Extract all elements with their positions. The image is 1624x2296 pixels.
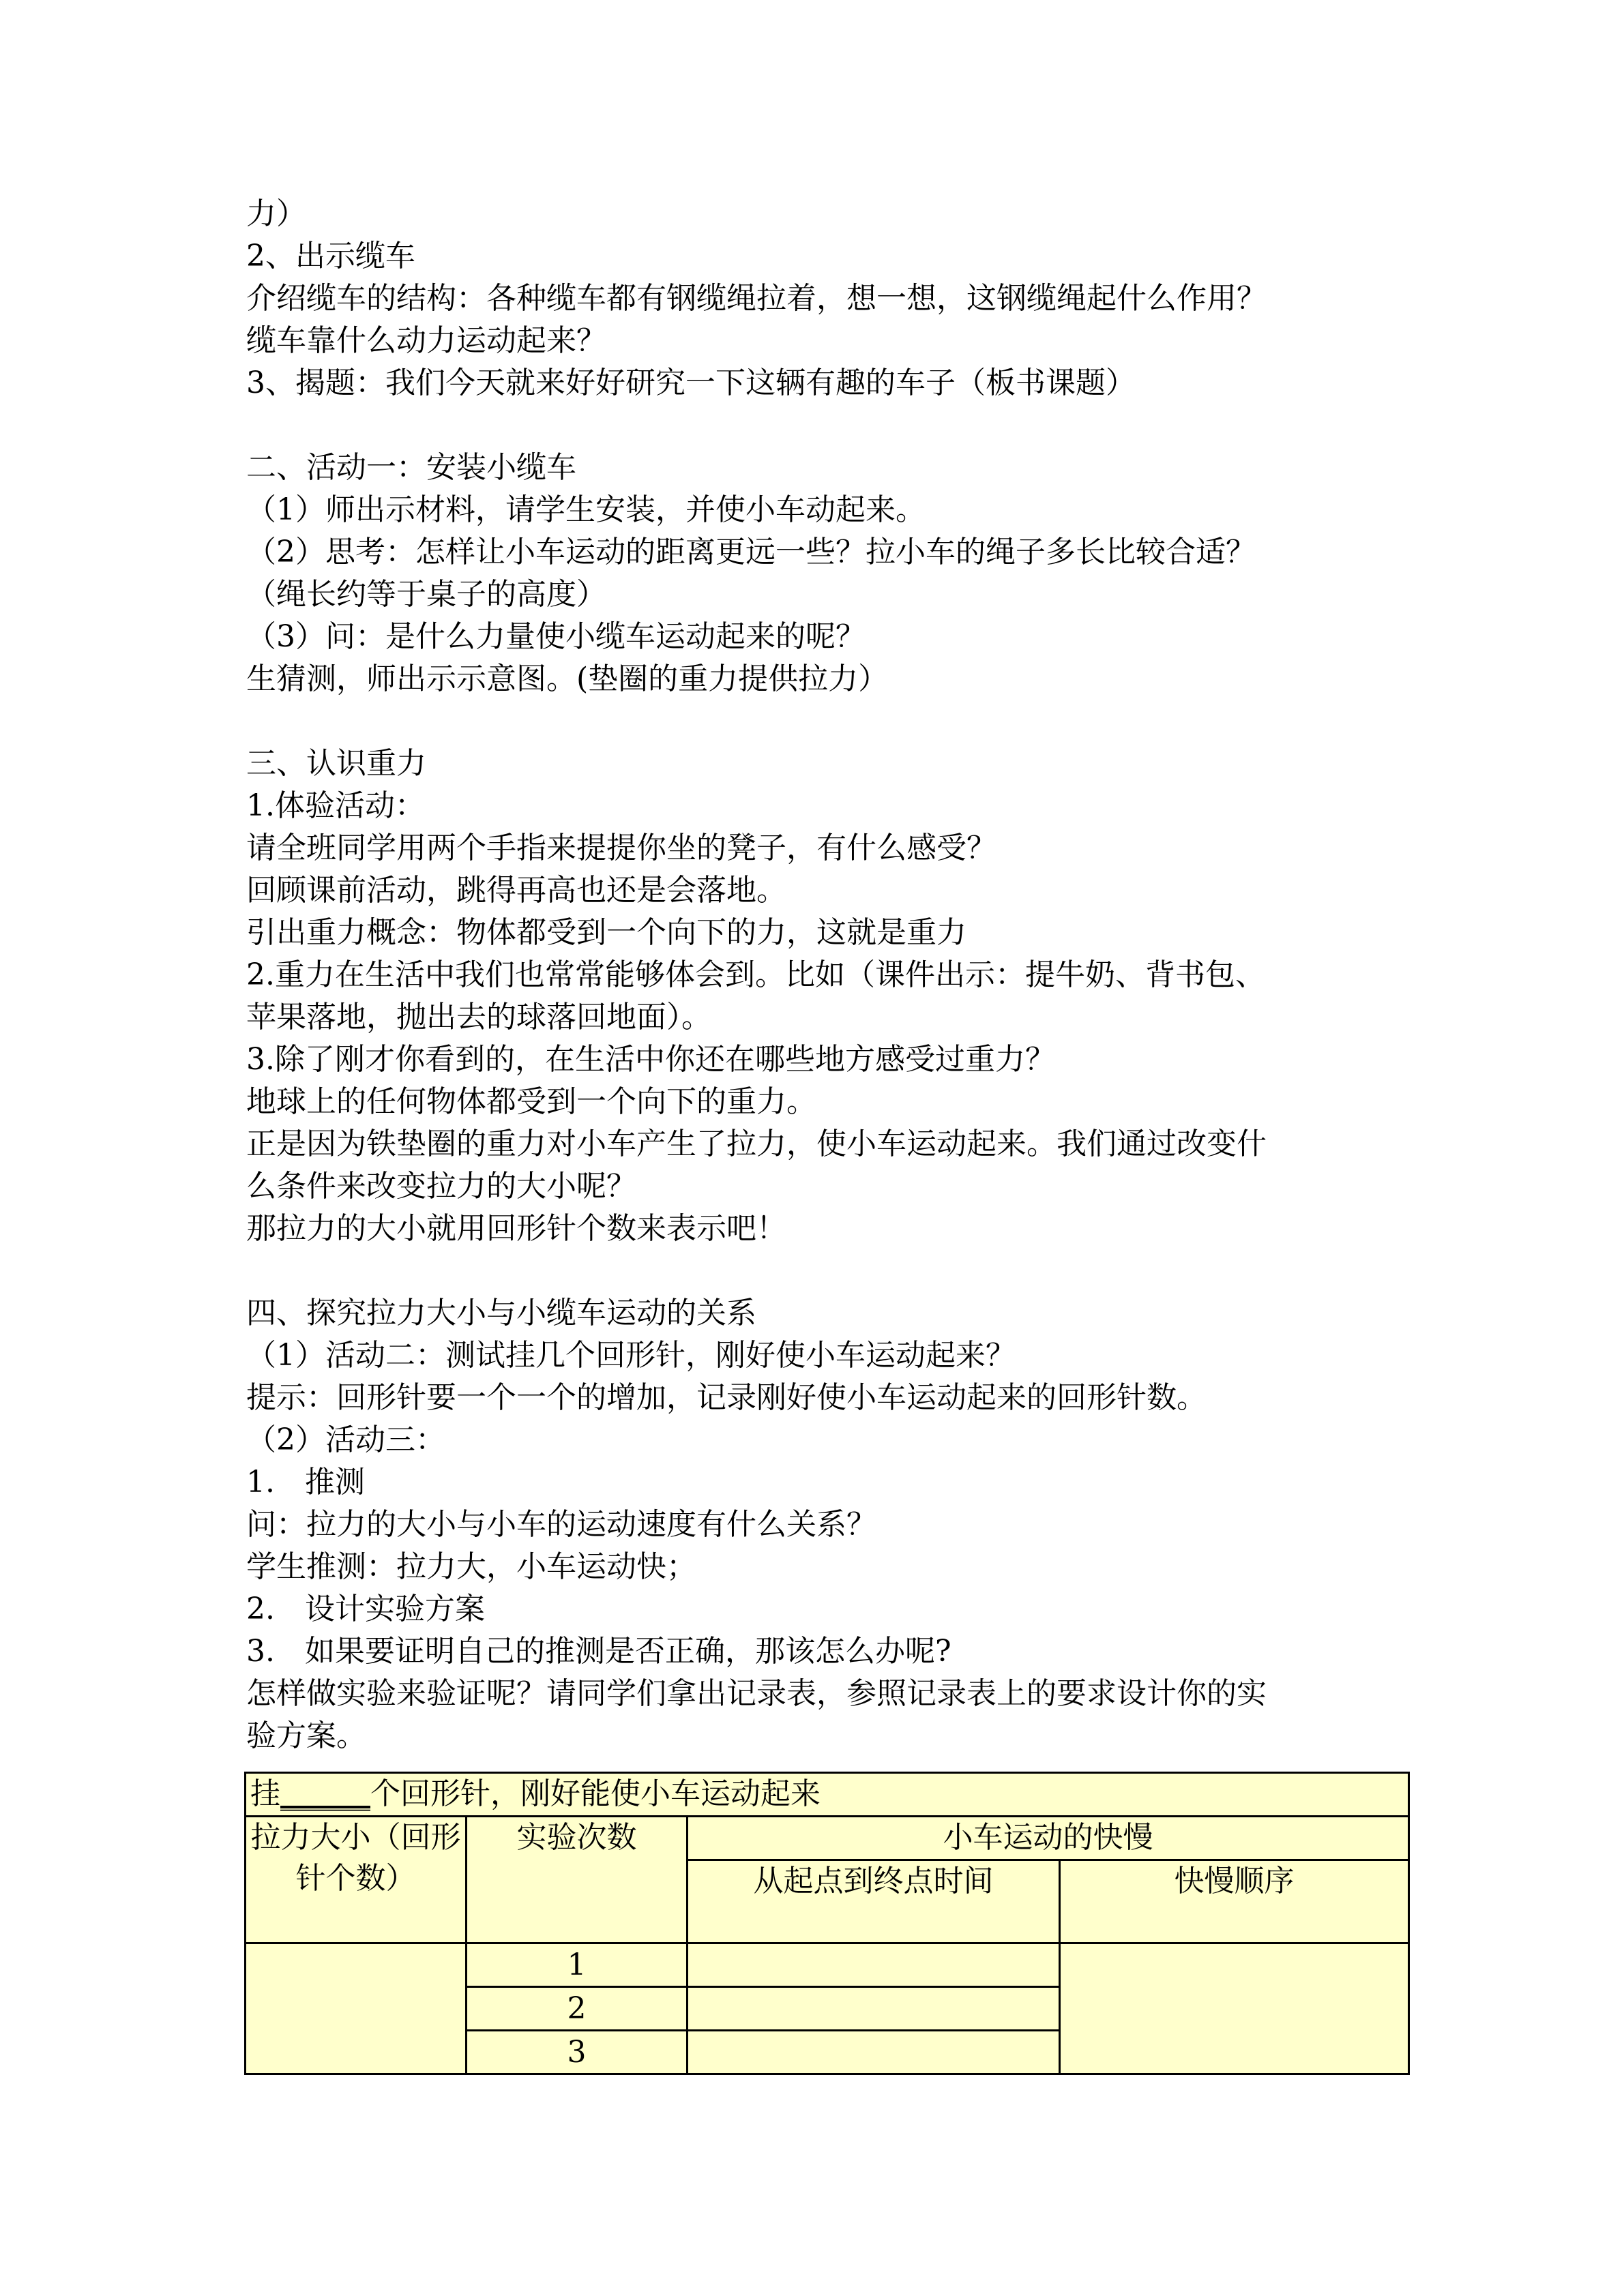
section-heading: 二、活动一：安装小缆车 — [246, 450, 576, 485]
text-line: 2.重力在生活中我们也常常能够体会到。比如（课件出示：提牛奶、背书包、 — [246, 957, 1265, 992]
header-order: 快慢顺序 — [1060, 1860, 1409, 1943]
record-table-title — [246, 1773, 1409, 1817]
paperclip-count-blank: ______ — [280, 1776, 370, 1811]
header-trial: 实验次数 — [467, 1817, 688, 1943]
text-line: （3）问：是什么力量使小缆车运动起来的呢？ — [246, 619, 866, 654]
lesson-plan-body — [246, 193, 1406, 1757]
trial-number: 3 — [467, 2031, 688, 2074]
blank-line — [246, 1250, 1406, 1292]
trial-number: 1 — [467, 1943, 688, 1987]
text-line: 2. 设计实验方案 — [246, 1592, 485, 1626]
trial-number: 2 — [467, 1987, 688, 2031]
text-line: 3、揭题：我们今天就来好好研究一下这辆有趣的车子（板书课题） — [246, 366, 1136, 400]
text-line: 3. 如果要证明自己的推测是否正确，那该怎么办呢? — [246, 1634, 951, 1669]
text-line: （2）思考：怎样让小车运动的距离更远一些？拉小车的绳子多长比较合适？ — [246, 535, 1256, 569]
text-line: 那拉力的大小就用回形针个数来表示吧！ — [246, 1211, 786, 1246]
text-line: 1. 推测 — [246, 1465, 365, 1500]
text-line: 验方案。 — [246, 1718, 366, 1753]
header-force: 拉力大小（回形针个数） — [246, 1817, 467, 1943]
blank-line — [246, 700, 1406, 743]
text-line: （2）活动三： — [246, 1422, 445, 1457]
blank-line — [246, 404, 1406, 447]
text-line: 3.除了刚才你看到的，在生活中你还在哪些地方感受过重力？ — [246, 1042, 1055, 1077]
text-line: 么条件来改变拉力的大小呢？ — [246, 1169, 636, 1204]
text-line: 力） — [246, 196, 306, 231]
section-heading: 四、探究拉力大小与小缆车运动的关系 — [246, 1296, 756, 1330]
text-line: 学生推测：拉力大，小车运动快； — [246, 1549, 696, 1584]
text-line: 1.体验活动： — [246, 788, 425, 823]
text-line: 生猜测，师出示示意图。(垫圈的重力提供拉力） — [246, 661, 889, 696]
text-line: 引出重力概念：物体都受到一个向下的力，这就是重力 — [246, 915, 966, 950]
title-prefix: 挂 — [250, 1776, 280, 1811]
text-line: （1）活动二：测试挂几个回形针，刚好使小车运动起来？ — [246, 1338, 1016, 1373]
text-line: 介绍缆车的结构：各种缆车都有钢缆绳拉着，想一想，这钢缆绳起什么作用？ — [246, 281, 1267, 316]
text-line: 问：拉力的大小与小车的运动速度有什么关系？ — [246, 1507, 876, 1542]
title-suffix: 个回形针，刚好能使小车运动起来 — [370, 1776, 821, 1811]
text-line: 回顾课前活动，跳得再高也还是会落地。 — [246, 873, 786, 908]
time-cell — [688, 1943, 1060, 1987]
text-line: 2、出示缆车 — [246, 239, 415, 273]
text-line: （1）师出示材料，请学生安装，并使小车动起来。 — [246, 492, 926, 527]
order-cell — [1060, 1943, 1409, 2074]
text-line: 怎样做实验来验证呢？请同学们拿出记录表，参照记录表上的要求设计你的实 — [246, 1676, 1267, 1711]
text-line: （绳长约等于桌子的高度） — [246, 577, 606, 612]
text-line: 正是因为铁垫圈的重力对小车产生了拉力，使小车运动起来。我们通过改变什 — [246, 1127, 1267, 1161]
text-line: 请全班同学用两个手指来提提你坐的凳子，有什么感受？ — [246, 831, 996, 865]
header-speed: 小车运动的快慢 — [688, 1817, 1409, 1860]
section-heading: 三、认识重力 — [246, 746, 426, 781]
text-line: 缆车靠什么动力运动起来？ — [246, 323, 606, 358]
text-line: 地球上的任何物体都受到一个向下的重力。 — [246, 1084, 816, 1119]
header-time: 从起点到终点时间 — [688, 1860, 1060, 1943]
force-value-cell — [246, 1943, 467, 2074]
record-table — [244, 1772, 1410, 2075]
text-line: 苹果落地，抛出去的球落回地面）。 — [246, 1000, 711, 1034]
text-line: 提示：回形针要一个一个的增加，记录刚好使小车运动起来的回形针数。 — [246, 1380, 1207, 1415]
time-cell — [688, 1987, 1060, 2031]
time-cell — [688, 2031, 1060, 2074]
